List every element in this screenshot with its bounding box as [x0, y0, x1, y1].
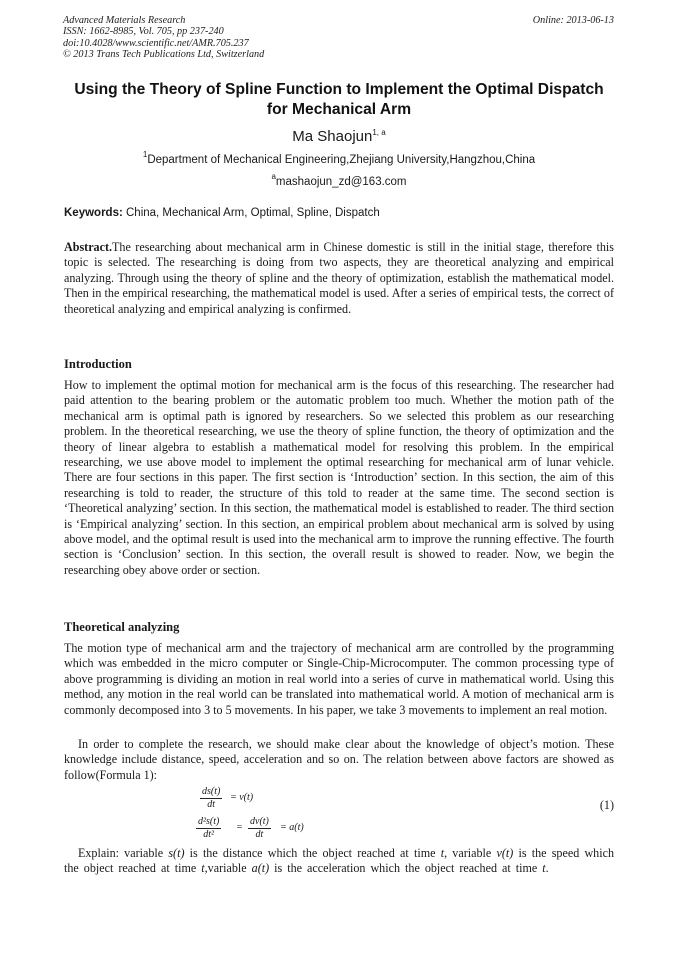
affiliation-text: Department of Mechanical Engineering,Zhejiang University,Hangzhou,China: [147, 154, 536, 166]
fraction-dv-dt: [248, 816, 271, 841]
abstract: [64, 240, 614, 317]
explain-text: ,variable: [204, 861, 252, 876]
email-mark: a: [271, 172, 276, 181]
explain-paragraph: [64, 846, 614, 877]
journal-doi: doi:10.4028/www.scientific.net/AMR.705.237: [63, 37, 249, 49]
abstract-text: The researching about mechanical arm in Chinese domestic is still in the initial stage, therefore this topic is selected. The researching is doing from two aspects, they are theoretical analyzing and empirical analyzing. Through using the theory of spline and the theory of optimization, establish the mathematical model. Then in the empirical researching, the mathematical model is used. After a series of empirical tests, the correct of theoretical analyzing and empirical analyzing is confirmed.: [64, 240, 614, 316]
keywords-text: China, Mechanical Arm, Optimal, Spline, Dispatch: [126, 207, 380, 219]
title-line-2: for Mechanical Arm: [266, 101, 412, 118]
explain-text: is the distance which the object reached at time: [184, 846, 441, 860]
explain-text: , variable: [444, 846, 497, 860]
variable-t: t: [440, 846, 445, 860]
introduction-heading: Introduction: [64, 357, 132, 371]
paper-title: [40, 80, 638, 120]
author-marks: 1, a: [372, 128, 386, 137]
theory-paragraph-1: The motion type of mechanical arm and the trajectory of mechanical arm are controlled by the programming which was embedded in the micro computer or Single-Chip-Microcomputer. The common processing type of above programming is dividing an motion in real world into a series of curve in mathematical world. Using this method, any motion in the real world can be translated into mathematical world. A motion of mechanical arm is commonly decomposed into 3 to 5 movements. In his paper, we take 3 movements to implement an real motion.: [64, 641, 614, 717]
explain-text: is the acceleration which the object reached at time: [269, 861, 543, 876]
explain-text: .: [545, 861, 549, 876]
affiliation: [0, 148, 678, 167]
theory-paragraph-2: In order to complete the research, we should make clear about the knowledge of object’s motion. These knowledge include distance, speed, acceleration and so on. The relation between above factors are showed as follow(Formula 1):: [64, 737, 614, 782]
author-name: Ma Shaojun: [292, 128, 373, 145]
variable-s: s(t): [168, 846, 185, 860]
introduction-paragraph: How to implement the optimal motion for mechanical arm is the focus of this researching. The researcher had paid attention to the bearing problem or the automatic problem too much. Whether the motion path of the mechanical arm is optimal path is ignored by researchers. So we selected this problem as our researching problem. In the theoretical researching, we use the theory of spline function, the theory of optimization and the theory of linear algebra to establish a mathematical model for resolving this problem. In the empirical researching, we use above model to implement the optimal researching for mechanical arm of lunar vehicle. There are four sections in this paper. The first section is ‘Introduction’ section. In this section, the aim of this researching is told to reader, the structure of this told to reader at the same time. The second section is ‘Theoretical analyzing’ section. In this section, the mathematical model is established to reader. The third section is ‘Empirical analyzing’ section. In this section, an empirical problem about mechanical arm is solved by using above model, and the optimal result is used into the mechanical arm to improve the running effective. The fourth section is ‘Conclusion’ section. In this section, the overall result is showed to reader. Now, we begin the researching obey above order or section.: [64, 378, 614, 577]
formula-rhs-v: = v(t): [230, 792, 254, 803]
fraction-denominator: dt²: [203, 829, 215, 840]
author-email: [0, 170, 678, 189]
variable-t: t: [201, 861, 205, 876]
explain-text: Explain: variable: [78, 846, 169, 860]
formula-equals: =: [236, 822, 243, 833]
formula-rhs-a: = a(t): [280, 822, 304, 833]
fraction-numerator: d²s(t): [198, 816, 220, 827]
journal-copyright: © 2013 Trans Tech Publications Ltd, Switzerland: [63, 49, 265, 61]
fraction-denominator: dt: [255, 829, 264, 840]
email-text: mashaojun_zd@163.com: [275, 176, 407, 188]
theory-heading: Theoretical analyzing: [64, 620, 180, 634]
journal-name: Advanced Materials Research: [63, 15, 186, 26]
fraction-numerator: ds(t): [202, 786, 221, 797]
explain-text: is the speed which the object reached at time: [64, 846, 615, 876]
variable-t: t: [542, 861, 546, 876]
keywords: [64, 206, 614, 220]
fraction-denominator: dt: [207, 799, 216, 810]
formula-1: [196, 786, 376, 846]
fraction-ds-dt: [200, 786, 222, 811]
equation-number: (1): [599, 798, 614, 812]
title-line-1: Using the Theory of Spline Function to Implement the Optimal Dispatch: [74, 81, 604, 98]
affiliation-mark: 1: [142, 150, 148, 159]
keywords-label: Keywords:: [64, 207, 123, 219]
fraction-d2s-dt2: [196, 816, 221, 841]
online-date: Online: 2013-06-13: [532, 15, 614, 26]
journal-issn: ISSN: 1662-8985, Vol. 705, pp 237-240: [63, 26, 224, 38]
variable-v: v(t): [496, 846, 514, 860]
abstract-label: Abstract.: [64, 240, 113, 254]
fraction-numerator: dv(t): [250, 816, 269, 827]
author: [0, 124, 678, 146]
variable-a: a(t): [251, 861, 270, 876]
journal-header: [63, 15, 264, 61]
